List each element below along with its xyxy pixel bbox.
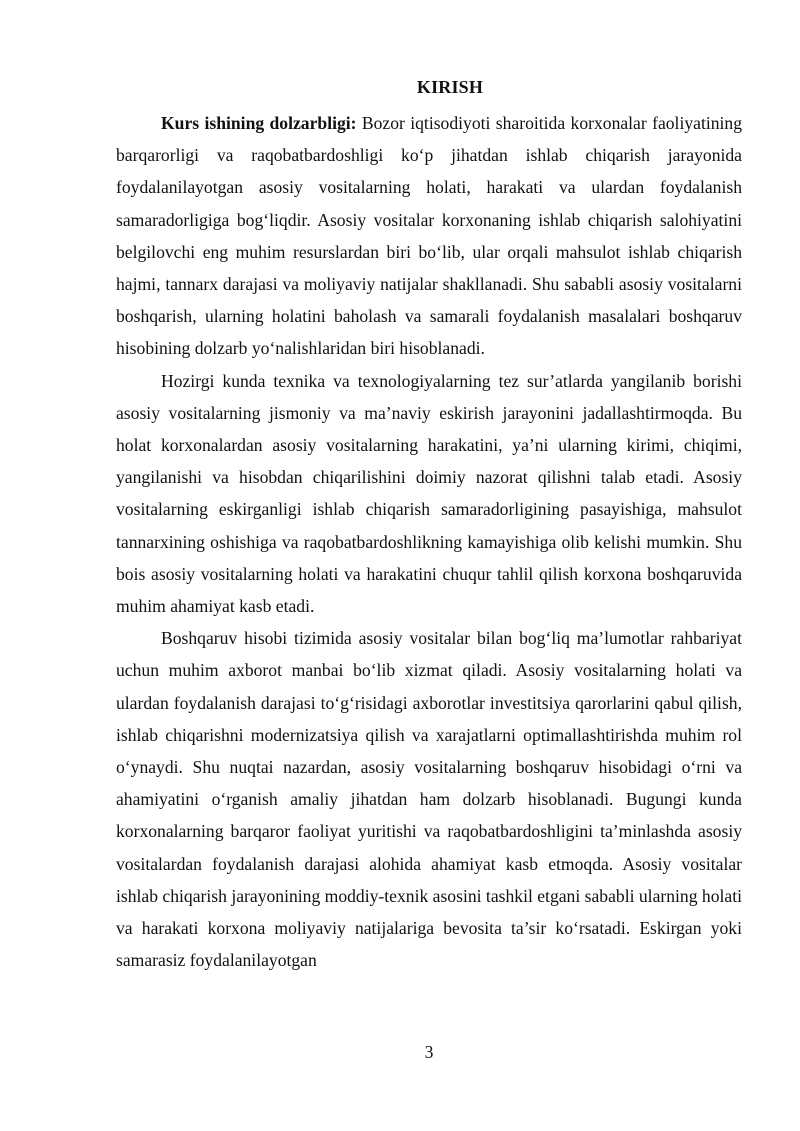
body-text [116,107,742,976]
paragraph-2: Hozirgi kunda texnika va texnologiyalarning tez sur’atlarda yangilanib borishi asosiy vositalarning jismoniy va ma’naviy eskirish jarayonini jadallashtirmoqda. Bu holat korxonalardan asosiy vositalarning harakatini, ya’ni ularning kirimi, chiqimi, yangilanishi va hisobdan chiqarilishini doimiy nazorat qilishni talab etadi. Asosiy vositalarning eskirganligi ishlab chiqarish samaradorligining pasayishiga, mahsulot tannarxining oshishiga va raqobatbardoshlikning kamayishiga olib kelishi mumkin. Shu bois asosiy vositalarning holati va harakatini chuqur tahlil qilish korxona boshqaruvida muhim ahamiyat kasb etadi. [116,370,742,617]
paragraph-3: Boshqaruv hisobi tizimida asosiy vositalar bilan bog‘liq ma’lumotlar rahbariyat uchun muhim axborot manbai bo‘lib xizmat qiladi. Asosiy vositalarning holati va ulardan foydalanish darajasi to‘g‘risidagi axborotlar investitsiya qarorlarini qabul qilish, ishlab chiqarishni modernizatsiya qilish va xarajatlarni optimallashtirishda muhim rol o‘ynaydi. Shu nuqtai nazardan, asosiy vositalarning boshqaruv hisobidagi o‘rni va ahamiyatini o‘rganish amaliy jihatdan ham dolzarb hisoblanadi. Bugungi kunda korxonalarning barqaror faoliyat yuritishi va raqobatbardoshligini ta’minlashda asosiy vositalardan foydalanish darajasi alohida ahamiyat kasb etmoqda. Asosiy vositalar ishlab chiqarish jarayonining moddiy-texnik asosini tashkil etgani sababli ularning holati va harakati korxona moliyaviy natijalariga bevosita ta’sir ko‘rsatadi. Eskirgan yoki samarasiz foydalanilayotgan [116,628,742,971]
paragraph-1 [116,107,742,365]
page-number: 3 [424,1042,434,1062]
page-title: KIRISH [416,77,484,97]
paragraph-lead: Kurs ishining dolzarbligi: [161,113,357,133]
paragraph-1-text: Bozor iqtisodiyoti sharoitida korxonalar faoliyatining barqarorligi va raqobatbardoshligi ko‘p jihatdan ishlab chiqarish jarayonida foydalanilayotgan asosiy vositalarning holati, harakati va ulardan foydalanish samaradorligiga bog‘liqdir. Asosiy vositalar korxonaning ishlab chiqarish salohiyatini belgilovchi eng muhim resurslardan biri bo‘lib, ular orqali mahsulot ishlab chiqarish hajmi, tannarx darajasi va moliyaviy natijalar shakllanadi. Shu sababli asosiy vositalarni boshqarish, ularning holatini baholash va samarali foydalanish masalalari boshqaruv hisobining dolzarb yo‘nalishlaridan biri hisoblanadi. [116,113,742,359]
